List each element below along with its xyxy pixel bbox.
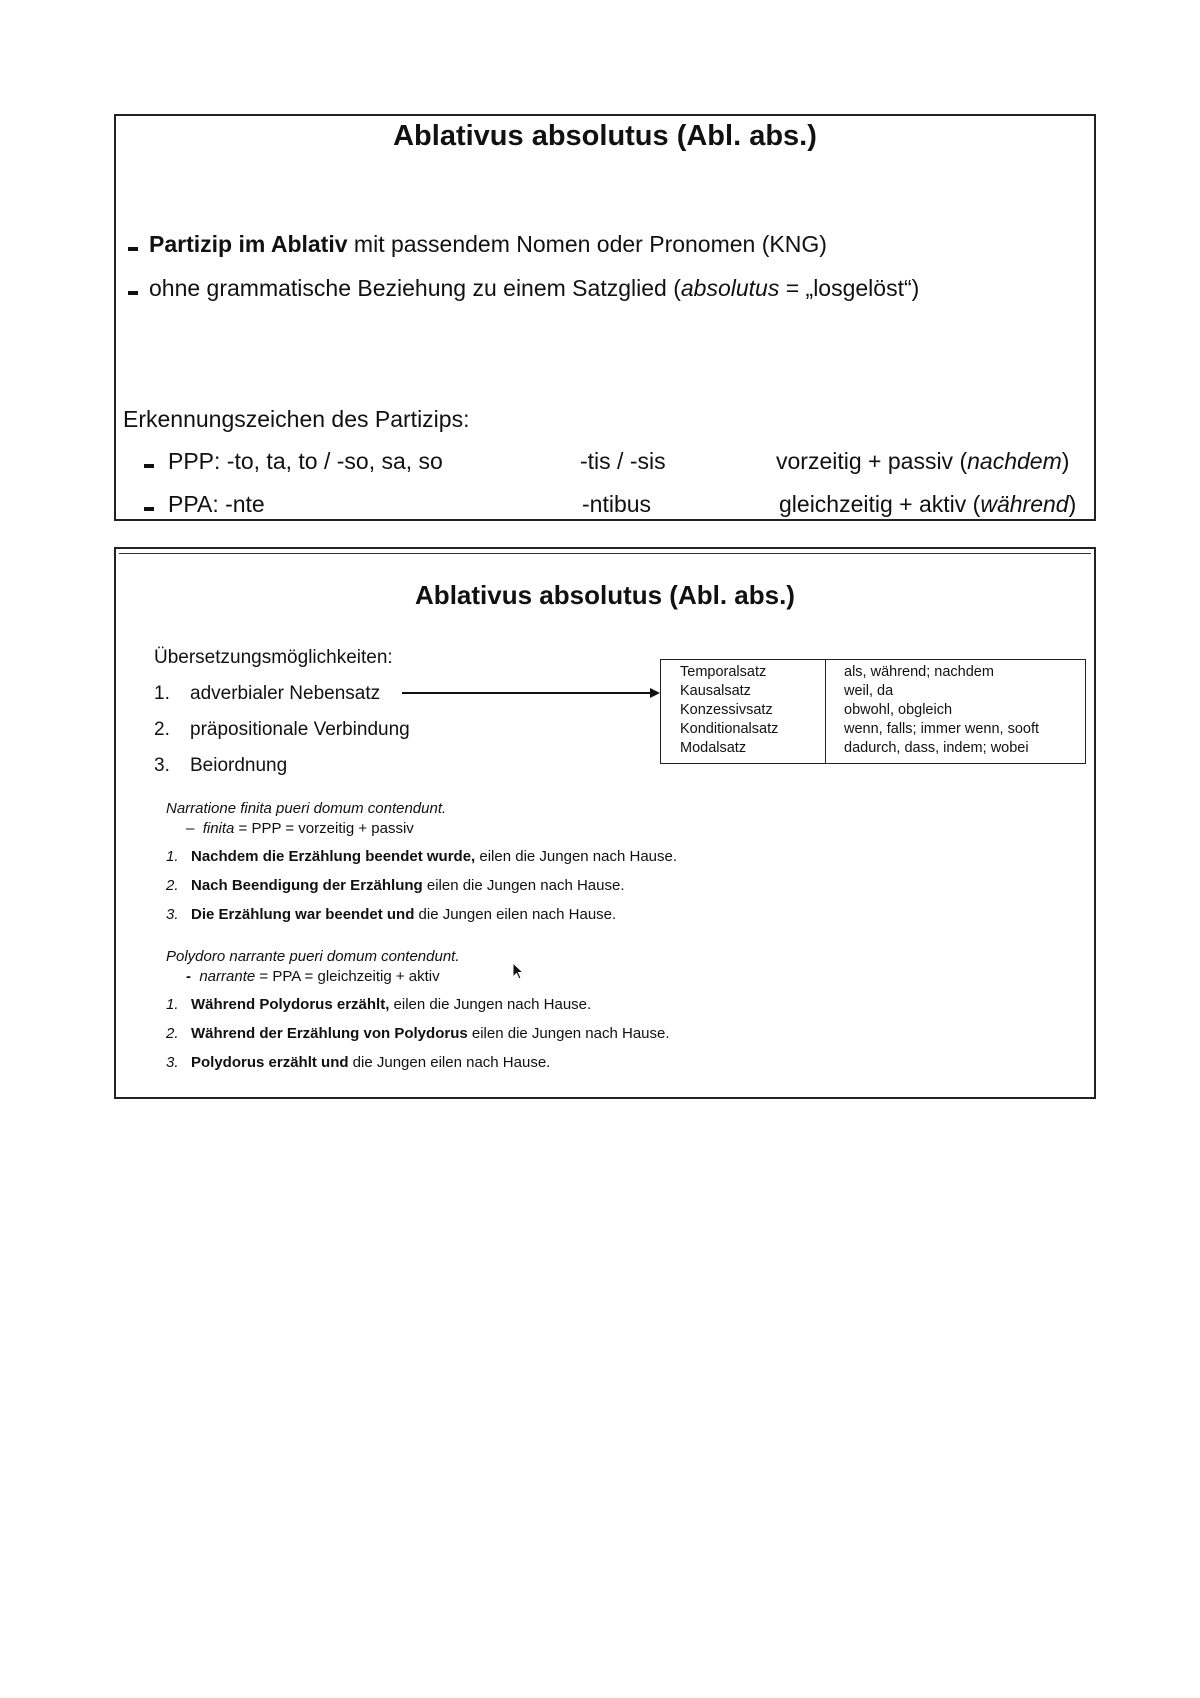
option-2-text: präpositionale Verbindung <box>190 719 410 740</box>
example-1-note: – finita = PPP = vorzeitig + passiv <box>186 820 414 837</box>
slide-1 <box>114 114 1096 521</box>
option-1 <box>154 683 380 705</box>
ppp-label: PPP: -to, ta, to / -so, sa, so <box>168 448 443 474</box>
clause-type: Konditionalsatz <box>680 721 779 737</box>
clause-table-divider <box>825 659 826 764</box>
translation-rest: eilen die Jungen nach Hause. <box>475 848 678 865</box>
option-3-text: Beiordnung <box>190 755 288 776</box>
bullet-partizip-bold: Partizip im Ablativ <box>149 231 348 257</box>
bullet-dash <box>144 507 154 511</box>
example-2-note-word: narrante <box>199 968 256 985</box>
bullet-beziehung <box>149 275 919 302</box>
ppp-meaning-italic: nachdem <box>967 448 1062 474</box>
translation-rest: die Jungen eilen nach Hause. <box>414 906 617 923</box>
bullet-dash <box>128 247 138 251</box>
clause-conj: obwohl, obgleich <box>844 702 953 718</box>
option-1-text: adverbialer Nebensatz <box>190 683 381 704</box>
translation-num: 2. <box>166 877 179 894</box>
translation-num: 1. <box>166 996 179 1013</box>
example-2-translation-1 <box>166 996 591 1013</box>
example-1-note-rest: = PPP = vorzeitig + passiv <box>234 820 414 837</box>
ppp-meaning-close: ) <box>1061 448 1070 474</box>
clause-type: Modalsatz <box>680 740 747 756</box>
example-1-sentence-text: Narratione finita pueri domum contendunt. <box>166 800 447 817</box>
example-1-sentence <box>166 800 446 817</box>
translation-num: 1. <box>166 848 179 865</box>
bullet-beziehung-post: = „losgelöst“) <box>779 275 920 301</box>
option-2 <box>154 719 410 741</box>
clause-type: Konzessivsatz <box>680 702 773 718</box>
example-1-translation-1 <box>166 848 677 865</box>
options-heading: Übersetzungsmöglichkeiten: <box>154 647 393 668</box>
example-1-translation-3 <box>166 906 616 923</box>
translation-bold: Die Erzählung war beendet und <box>191 906 415 923</box>
option-2-num: 2. <box>154 719 170 740</box>
clause-type: Kausalsatz <box>680 683 751 699</box>
slide-2-top-rule <box>119 553 1091 554</box>
example-2-note-rest: = PPA = gleichzeitig + aktiv <box>255 968 440 985</box>
clause-conj: als, während; nachdem <box>844 664 994 680</box>
option-3-num: 3. <box>154 755 170 776</box>
translation-num: 3. <box>166 1054 179 1071</box>
translation-bold: Während Polydorus erzählt, <box>191 996 390 1013</box>
bullet-partizip-rest: mit passendem Nomen oder Pronomen (KNG) <box>347 231 827 257</box>
slide-2-title: Ablativus absolutus (Abl. abs.) <box>415 580 795 610</box>
translation-rest: eilen die Jungen nach Hause. <box>467 1025 670 1042</box>
clause-conj: weil, da <box>844 683 894 699</box>
arrow-to-table <box>402 685 662 701</box>
clause-conj: dadurch, dass, indem; wobei <box>844 740 1029 756</box>
translation-bold: Nach Beendigung der Erzählung <box>191 877 423 894</box>
translation-bold: Während der Erzählung von Polydorus <box>191 1025 468 1042</box>
clause-types <box>680 663 778 758</box>
ppp-meaning <box>776 448 1069 475</box>
option-3 <box>154 755 287 777</box>
clause-type: Temporalsatz <box>680 664 767 680</box>
recognition-heading: Erkennungszeichen des Partizips: <box>123 406 470 432</box>
bullet-beziehung-italic: absolutus <box>680 275 780 301</box>
translation-rest: eilen die Jungen nach Hause. <box>422 877 625 894</box>
bullet-dash <box>128 291 138 295</box>
example-1-translation-2 <box>166 877 625 894</box>
example-1-note-word: finita <box>202 820 235 837</box>
ppa-meaning-text: gleichzeitig + aktiv ( <box>779 491 981 517</box>
example-2-translation-3 <box>166 1054 550 1071</box>
ppa-meaning <box>779 491 1076 518</box>
ppa-label: PPA: -nte <box>168 491 265 517</box>
translation-rest: die Jungen eilen nach Hause. <box>348 1054 551 1071</box>
translation-rest: eilen die Jungen nach Hause. <box>389 996 592 1013</box>
clause-conj: wenn, falls; immer wenn, sooft <box>844 721 1040 737</box>
example-2-translation-2 <box>166 1025 670 1042</box>
example-2-sentence-text: Polydoro narrante pueri domum contendunt. <box>166 948 460 965</box>
translation-num: 2. <box>166 1025 179 1042</box>
bullet-beziehung-pre: ohne grammatische Beziehung zu einem Satzglied ( <box>149 275 681 301</box>
example-2-note: - narrante = PPA = gleichzeitig + aktiv <box>186 968 440 985</box>
ppa-meaning-close: ) <box>1068 491 1077 517</box>
slide-1-title: Ablativus absolutus (Abl. abs.) <box>393 120 817 152</box>
example-2-sentence <box>166 948 460 965</box>
translation-num: 3. <box>166 906 179 923</box>
ppp-ending: -tis / -sis <box>580 448 666 474</box>
mouse-cursor-icon <box>512 962 526 982</box>
ppp-meaning-text: vorzeitig + passiv ( <box>776 448 968 474</box>
option-1-num: 1. <box>154 683 170 704</box>
ppa-ending: -ntibus <box>582 491 652 517</box>
slide-2 <box>114 547 1096 1099</box>
bullet-partizip <box>149 231 827 258</box>
translation-bold: Nachdem die Erzählung beendet wurde, <box>191 848 476 865</box>
translation-bold: Polydorus erzählt und <box>191 1054 349 1071</box>
bullet-dash <box>144 464 154 468</box>
ppa-meaning-italic: während <box>980 491 1069 517</box>
clause-conjunctions <box>844 663 1039 758</box>
